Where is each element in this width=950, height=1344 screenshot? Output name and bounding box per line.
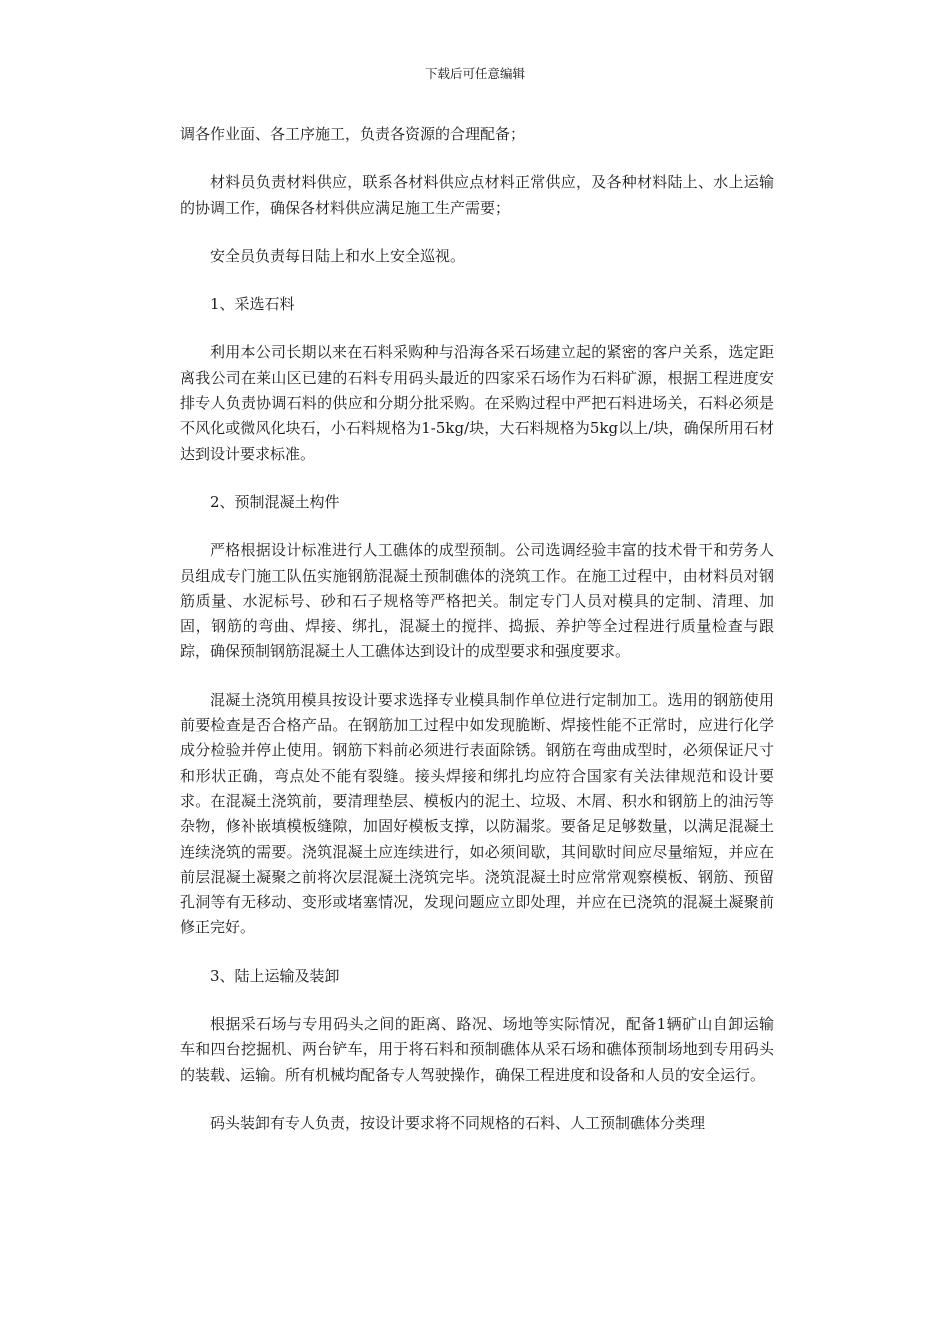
document-body xyxy=(180,122,774,1159)
paragraph-stone-selection: 利用本公司长期以来在石料采购种与沿海各采石场建立起的紧密的客户关系，选定距离我公司在莱山区已建的石料专用码头最近的四家采石场作为石料矿源，根据工程进度安排专人负责协调石料的供应和分期分批采购。在采购过程中严把石料进场关，石料必须是不风化或微风化块石，小石料规格为1-5kg/块，大石料规格为5kg以上/块，确保所用石材达到设计要求标准。 xyxy=(180,343,774,463)
paragraph-land-transport: 根据采石场与专用码头之间的距离、路况、场地等实际情况，配备1辆矿山自卸运输车和四台挖掘机、两台铲车，用于将石料和预制礁体从采石场和礁体预制场地到专用码头的装载、运输。所有机械均配备专人驾驶操作，确保工程进度和设备和人员的安全运行。 xyxy=(180,1015,774,1084)
paragraph-material-officer: 材料员负责材料供应，联系各材料供应点材料正常供应，及各种材料陆上、水上运输的协调工作，确保各材料供应满足施工生产需要； xyxy=(180,173,774,217)
section-heading-precast-concrete: 2、预制混凝土构件 xyxy=(210,492,340,511)
section-heading-stone-selection: 1、采选石料 xyxy=(210,295,295,314)
page-header: 下载后可任意编辑 xyxy=(424,66,525,81)
section-heading-land-transport: 3、陆上运输及装卸 xyxy=(210,966,340,985)
paragraph-safety-officer: 安全员负责每日陆上和水上安全巡视。 xyxy=(210,246,466,265)
paragraph-concrete-molds: 混凝土浇筑用模具按设计要求选择专业模具制作单位进行定制加工。选用的钢筋使用前要检查是否合格产品。在钢筋加工过程中如发现脆断、焊接性能不正常时，应进行化学成分检验并停止使用。钢筋下料前必须进行表面除锈。钢筋在弯曲成型时，必须保证尺寸和形状正确，弯点处不能有裂缝。接头焊接和绑扎均应符合国家有关法律规范和设计要求。在混凝土浇筑前，要清理垫层、模板内的泥土、垃圾、木屑、积水和钢筋上的油污等杂物，修补嵌填模板缝隙，加固好模板支撑，以防漏浆。要备足足够数量，以满足混凝土连续浇筑的需要。浇筑混凝土应连续进行，如必须间歇，其间歇时间应尽量缩短，并应在前层混凝土凝聚之前将次层混凝土浇筑完毕。浇筑混凝土时应常常观察模板、钢筋、预留孔洞等有无移动、变形或堵塞情况，发现问题应立即处理，并应在已浇筑的混凝土凝聚前修正完好。 xyxy=(180,690,774,937)
paragraph-precast-concrete: 严格根据设计标准进行人工礁体的成型预制。公司选调经验丰富的技术骨干和劳务人员组成专门施工队伍实施钢筋混凝土预制礁体的浇筑工作。在施工过程中，由材料员对钢筋质量、水泥标号、砂和石子规格等严格把关。制定专门人员对模具的定制、清理、加固，钢筋的弯曲、焊接、绑扎，混凝土的搅拌、捣振、养护等全过程进行质量检查与跟踪，确保预制钢筋混凝土人工礁体达到设计的成型要求和强度要求。 xyxy=(180,541,774,661)
paragraph-continuation: 调各作业面、各工序施工，负责各资源的合理配备； xyxy=(180,125,526,143)
paragraph-dock-loading: 码头装卸有专人负责，按设计要求将不同规格的石料、人工预制礁体分类理 xyxy=(210,1113,706,1132)
